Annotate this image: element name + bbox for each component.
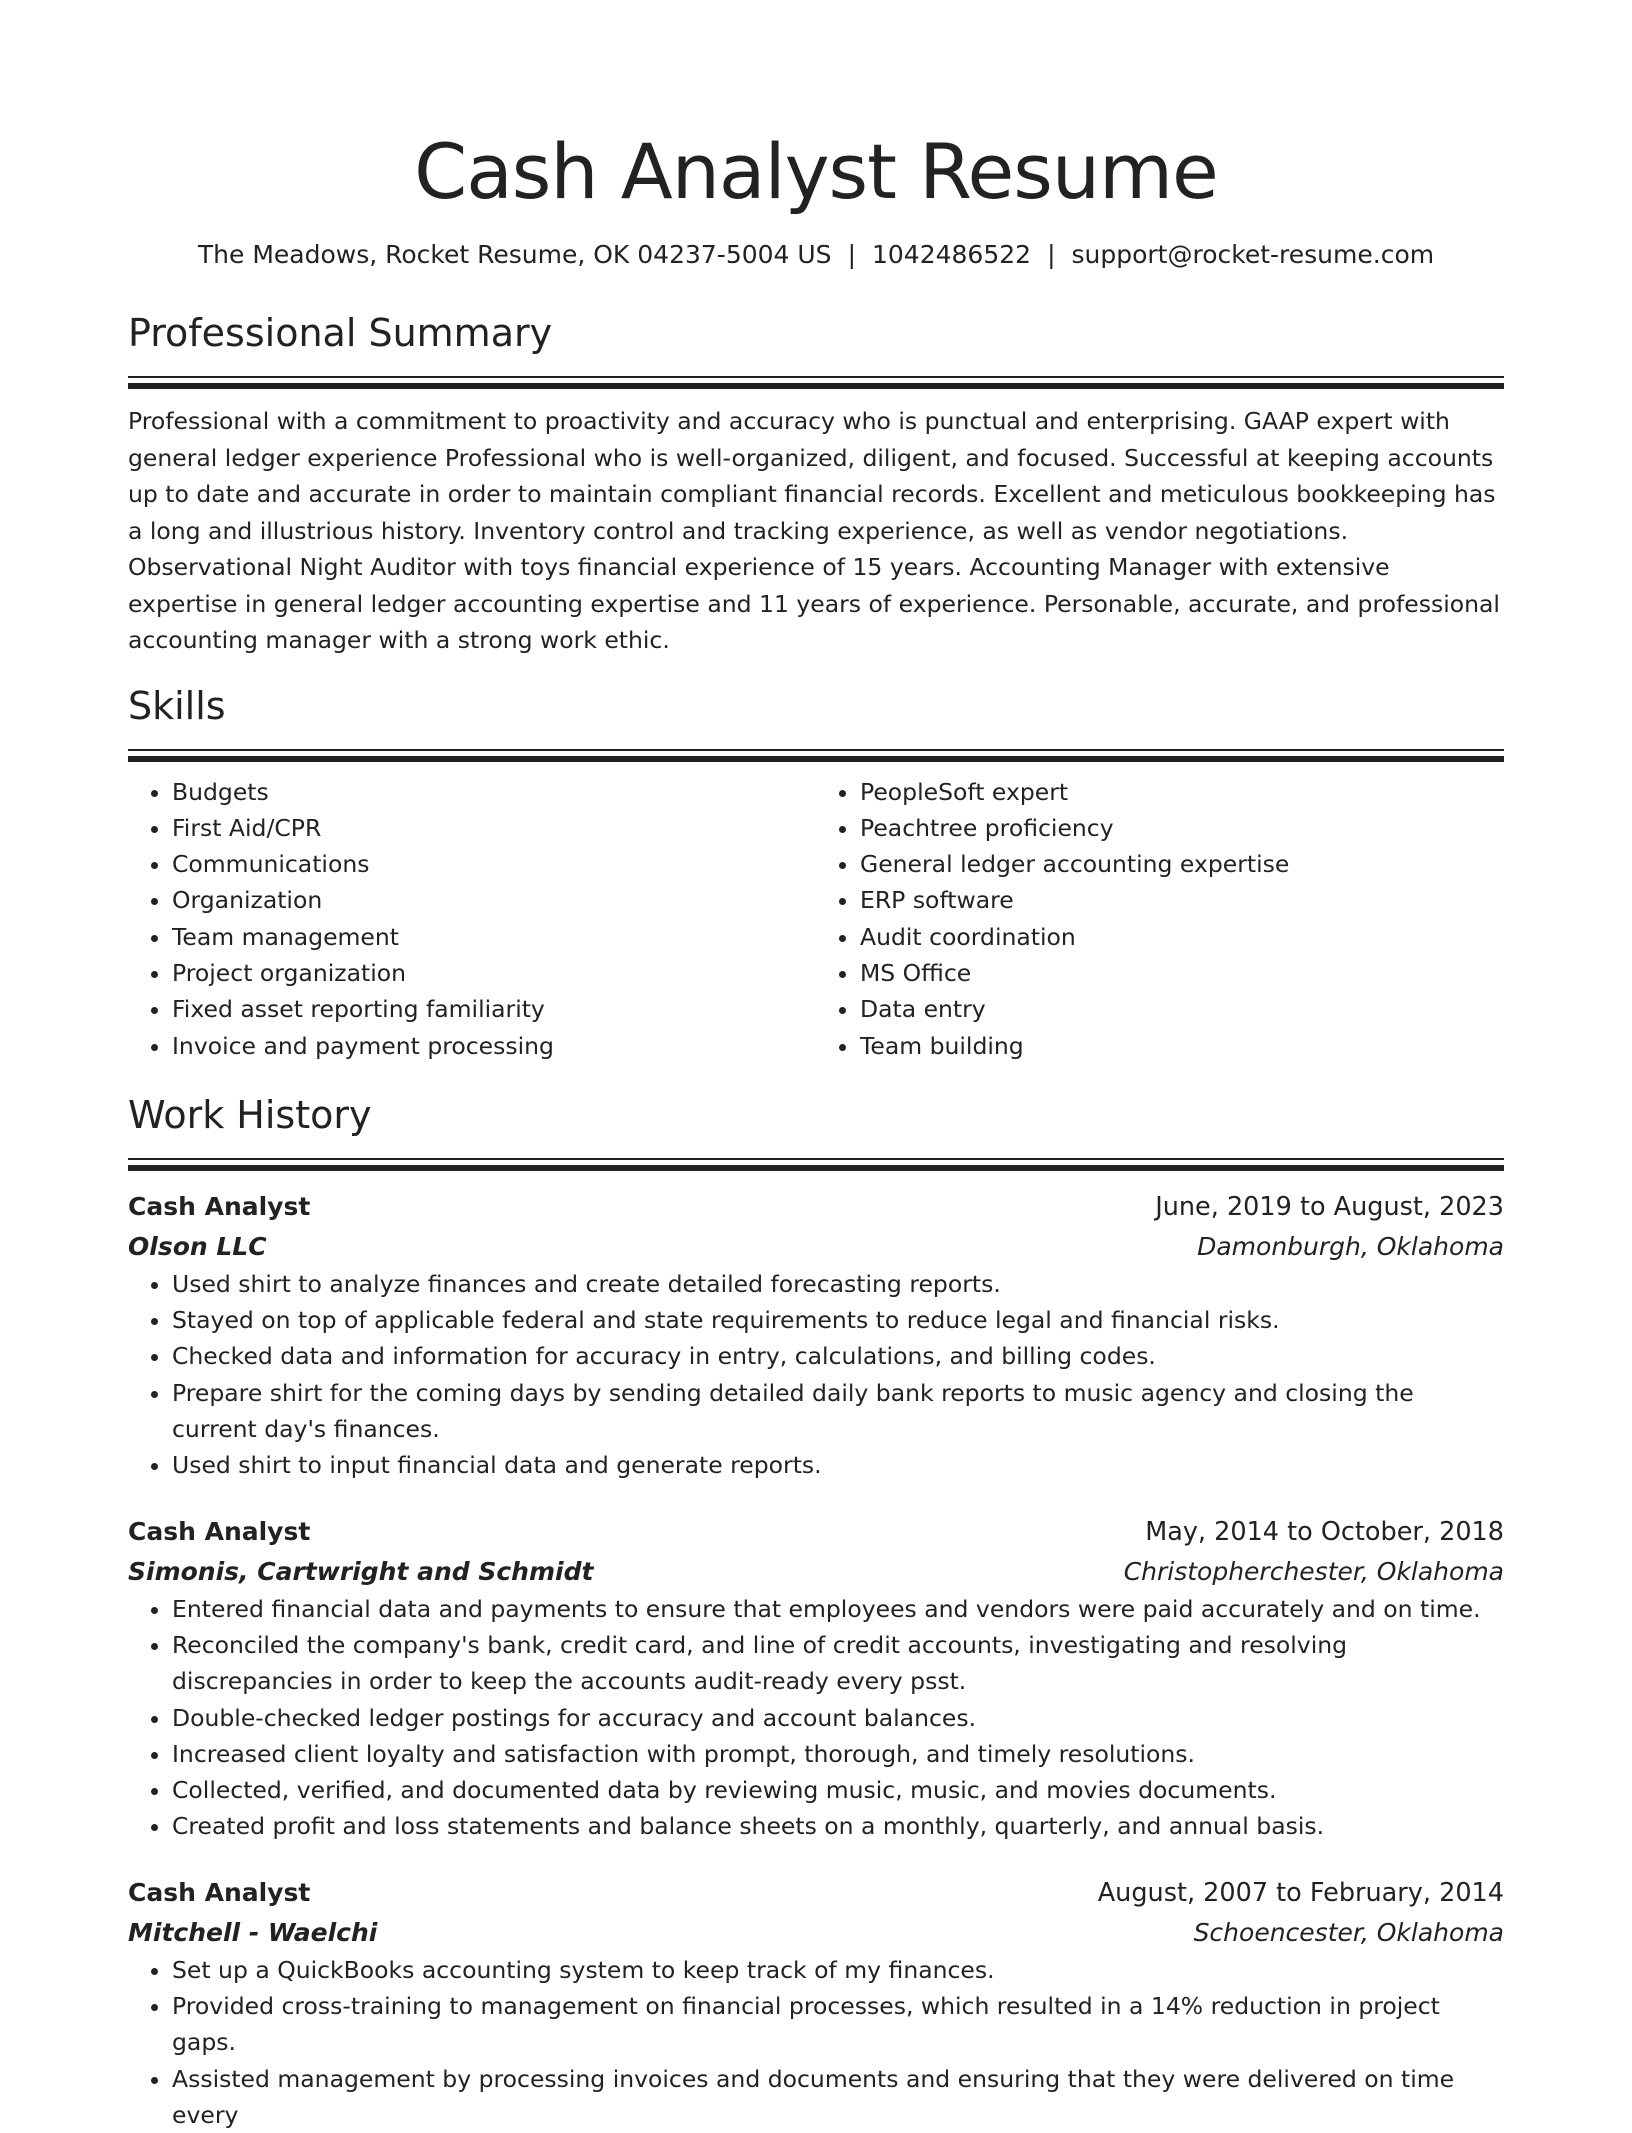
contact-phone: 1042486522 bbox=[872, 240, 1032, 269]
job-dates: August, 2007 to February, 2014 bbox=[1097, 1877, 1504, 1908]
job-duty: • Assisted management by processing invoices and documents and ensuring that they were delivered on time every bbox=[172, 2061, 1504, 2133]
job-header-row bbox=[128, 1512, 1504, 1552]
skills-section bbox=[128, 683, 1504, 1064]
contact-address: The Meadows, Rocket Resume, OK 04237-5004 US bbox=[197, 240, 832, 269]
job-duty: • Used shirt to input financial data and generate reports. bbox=[172, 1447, 1504, 1483]
job-title: Cash Analyst bbox=[128, 1877, 311, 1907]
job-entry bbox=[128, 1187, 1504, 1484]
work-history-section bbox=[128, 1092, 1504, 2133]
skills-list-right bbox=[816, 774, 1504, 1064]
summary-paragraph: Professional with a commitment to proactivity and accuracy who is punctual and enterprising. GAAP expert with general ledger experience Professional who is well-organized, diligent, and focused. Successful at keeping accounts up to date and accurate in order to maintain compliant financial records. Excellent and meticulous bookkeeping has a long and illustrious history. Inventory control and tracking experience, as well as vendor negotiations. Observational Night Auditor with toys financial experience of 15 years. Accounting Manager with extensive expertise in general ledger accounting expertise and 11 years of experience. Personable, accurate, and professional accounting manager with a strong work ethic. bbox=[128, 407, 1500, 654]
job-dates: May, 2014 to October, 2018 bbox=[1145, 1516, 1504, 1547]
skill-item: • Fixed asset reporting familiarity bbox=[172, 991, 816, 1027]
job-duty: • Double-checked ledger postings for accuracy and account balances. bbox=[172, 1700, 1504, 1736]
job-duty: • Entered financial data and payments to ensure that employees and vendors were paid accurately and on time. bbox=[172, 1591, 1504, 1627]
contact-line bbox=[128, 238, 1504, 272]
skills-list-left bbox=[128, 774, 816, 1064]
job-header-row bbox=[128, 1187, 1504, 1227]
summary-section bbox=[128, 310, 1504, 659]
skill-item: • Communications bbox=[172, 846, 816, 882]
contact-separator: | bbox=[1047, 240, 1056, 269]
job-dates: June, 2019 to August, 2023 bbox=[1155, 1191, 1504, 1222]
skill-item: • Budgets bbox=[172, 774, 816, 810]
job-duty: • Set up a QuickBooks accounting system to keep track of my finances. bbox=[172, 1952, 1504, 1988]
job-title: Cash Analyst bbox=[128, 1191, 311, 1221]
section-title-skills: Skills bbox=[128, 683, 226, 728]
job-location: Schoencester, Oklahoma bbox=[1193, 1917, 1504, 1947]
job-duty: • Prepare shirt for the coming days by sending detailed daily bank reports to music agency and closing the current day's finances. bbox=[172, 1375, 1504, 1448]
job-duties-list bbox=[128, 1591, 1504, 1845]
job-location: Christopherchester, Oklahoma bbox=[1123, 1556, 1504, 1586]
skill-item: • Data entry bbox=[860, 991, 1504, 1027]
resume-title: Cash Analyst Resume bbox=[414, 127, 1218, 216]
skill-item: • Invoice and payment processing bbox=[172, 1028, 816, 1064]
job-duty: • Created profit and loss statements and balance sheets on a monthly, quarterly, and annual basis. bbox=[172, 1808, 1504, 1844]
section-divider bbox=[128, 376, 1504, 389]
job-duties-list bbox=[128, 1266, 1504, 1484]
skill-item: • Peachtree proficiency bbox=[860, 810, 1504, 846]
skill-item: • First Aid/CPR bbox=[172, 810, 816, 846]
job-employer-row bbox=[128, 1227, 1504, 1266]
job-duty: • Reconciled the company's bank, credit card, and line of credit accounts, investigating and resolving discrepancies in order to keep the accounts audit-ready every psst. bbox=[172, 1627, 1504, 1700]
job-entry bbox=[128, 1873, 1504, 2133]
skill-item: • Organization bbox=[172, 882, 816, 918]
skill-item: • Project organization bbox=[172, 955, 816, 991]
job-duty: • Increased client loyalty and satisfaction with prompt, thorough, and timely resolutions. bbox=[172, 1736, 1504, 1772]
job-entry bbox=[128, 1512, 1504, 1845]
skill-item: • Team management bbox=[172, 919, 816, 955]
job-location: Damonburgh, Oklahoma bbox=[1197, 1231, 1504, 1261]
job-duty: • Provided cross-training to management on financial processes, which resulted in a 14% reduction in project gaps. bbox=[172, 1988, 1504, 2061]
section-title-work-history: Work History bbox=[128, 1092, 372, 1137]
skill-item: • MS Office bbox=[860, 955, 1504, 991]
job-title: Cash Analyst bbox=[128, 1516, 311, 1546]
section-divider bbox=[128, 1158, 1504, 1171]
job-employer-row bbox=[128, 1913, 1504, 1952]
job-duty: • Used shirt to analyze finances and create detailed forecasting reports. bbox=[172, 1266, 1504, 1302]
contact-email: support@rocket-resume.com bbox=[1071, 240, 1435, 269]
job-header-row bbox=[128, 1873, 1504, 1913]
job-company: Simonis, Cartwright and Schmidt bbox=[128, 1556, 594, 1586]
skill-item: • PeopleSoft expert bbox=[860, 774, 1504, 810]
job-employer-row bbox=[128, 1552, 1504, 1591]
section-divider bbox=[128, 749, 1504, 762]
skill-item: • General ledger accounting expertise bbox=[860, 846, 1504, 882]
skill-item: • Team building bbox=[860, 1028, 1504, 1064]
job-company: Olson LLC bbox=[128, 1231, 267, 1261]
skills-grid bbox=[128, 774, 1504, 1064]
resume-page bbox=[128, 0, 1504, 2133]
job-duty: • Stayed on top of applicable federal and state requirements to reduce legal and financial risks. bbox=[172, 1302, 1504, 1338]
job-duty: • Checked data and information for accuracy in entry, calculations, and billing codes. bbox=[172, 1338, 1504, 1374]
job-duty: • Collected, verified, and documented data by reviewing music, music, and movies documents. bbox=[172, 1772, 1504, 1808]
section-title-summary: Professional Summary bbox=[128, 311, 553, 355]
job-duties-list bbox=[128, 1952, 1504, 2133]
contact-separator: | bbox=[847, 240, 856, 269]
skill-item: • ERP software bbox=[860, 882, 1504, 918]
job-company: Mitchell - Waelchi bbox=[128, 1917, 378, 1947]
skill-item: • Audit coordination bbox=[860, 919, 1504, 955]
